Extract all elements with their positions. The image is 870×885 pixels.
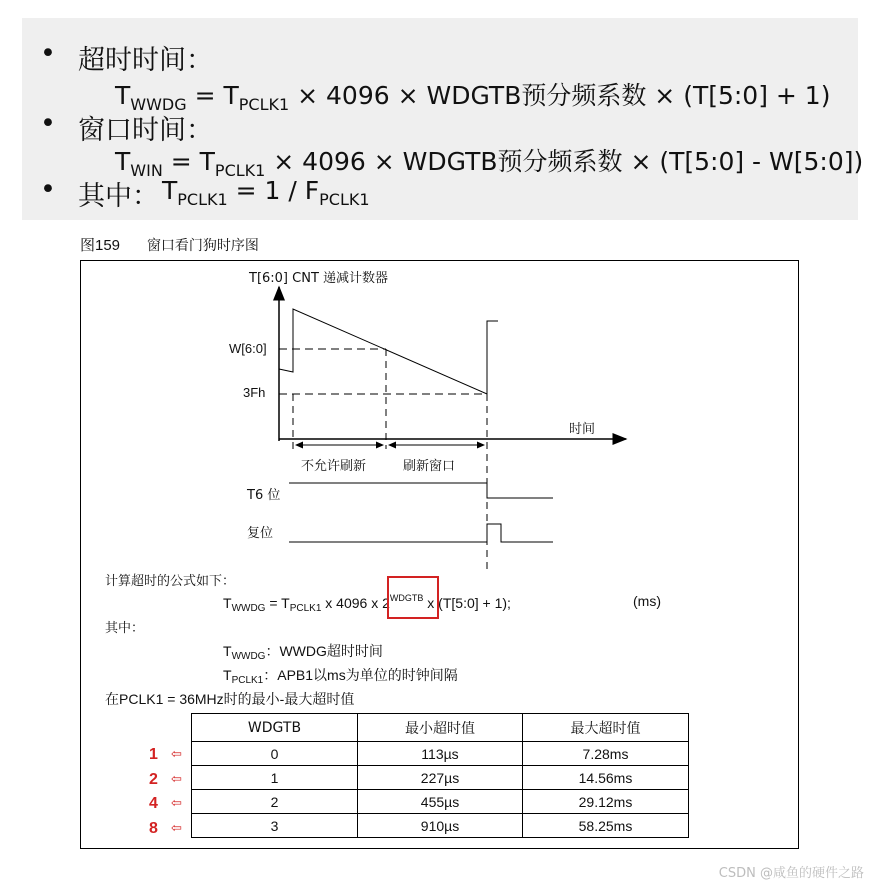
arrow-left-icon: ⇦ <box>171 796 182 811</box>
arrow-left-icon: ⇦ <box>171 821 182 836</box>
calc-unit: (ms) <box>633 593 661 609</box>
not-allowed-label: 不允许刷新 <box>301 459 367 474</box>
header-min: 最小超时值 <box>358 714 523 742</box>
header-max: 最大超时值 <box>523 714 689 742</box>
highlight-box <box>387 576 439 619</box>
figure-frame <box>80 260 799 849</box>
header-wdgtb: WDGTB <box>192 714 358 742</box>
w-label: W[6:0] <box>229 341 267 356</box>
table-row: 0 113µs 7.28ms <box>192 742 689 766</box>
counter-curve <box>279 309 498 394</box>
def-twwdg: $T_{WWDG}$：WWDG超时时间 <box>223 643 383 662</box>
table-header-row <box>192 714 689 742</box>
arrow-left-icon: ⇦ <box>171 772 182 787</box>
calc-formula: $T_{WWDG} = T_{PCLK1}$ x 4096 x $2^{WDGTB}$ x (T[5:0] + 1); <box>223 593 511 614</box>
y-axis-title: T[6:0] CNT 递减计数器 <box>249 271 389 286</box>
def-tpclk: $T_{PCLK1}$：APB1以ms为单位的时钟间隔 <box>223 667 458 686</box>
table-row: 2 455µs 29.12ms <box>192 790 689 814</box>
refresh-window-label: 刷新窗口 <box>403 459 456 474</box>
calc-intro: 计算超时的公式如下： <box>105 574 236 589</box>
row-marker-8: 8 <box>149 820 158 837</box>
row-marker-1: 1 <box>149 746 158 763</box>
table-title: 在PCLK1 = 36MHz时的最小-最大超时值 <box>105 691 355 707</box>
formula-pclk: $T_{PCLK1} = 1 / F_{PCLK1}$ <box>162 176 370 209</box>
figure-caption: 图159 窗口看门狗时序图 <box>80 237 259 254</box>
row-marker-2: 2 <box>149 771 158 788</box>
3fh-label: 3Fh <box>243 385 266 400</box>
reset-signal <box>289 524 553 542</box>
timeout-table <box>191 713 689 838</box>
reset-label: 复位 <box>247 526 274 541</box>
row-marker-4: 4 <box>149 795 158 812</box>
formula-timeout: $T_{WWDG} = T_{PCLK1} \times 4096$ × WDGTB预分频系数 × (T[5:0] + 1) <box>115 81 831 114</box>
arrow-left-icon: ⇦ <box>171 747 182 762</box>
table-row: 1 227µs 14.56ms <box>192 766 689 790</box>
t6-label: T6 位 <box>247 488 281 503</box>
table-row: 3 910µs 58.25ms <box>192 814 689 838</box>
timing-diagram <box>81 261 800 581</box>
x-axis-title: 时间 <box>569 422 596 437</box>
t6-signal <box>289 483 553 498</box>
watermark: CSDN @咸鱼的硬件之路 <box>718 866 864 881</box>
where-label: 其中： <box>105 621 145 636</box>
formula-window: $T_{WIN} = T_{PCLK1} \times 4096$ × WDGTB预分频系数 × (T[5:0] - W[5:0]) <box>115 147 864 180</box>
